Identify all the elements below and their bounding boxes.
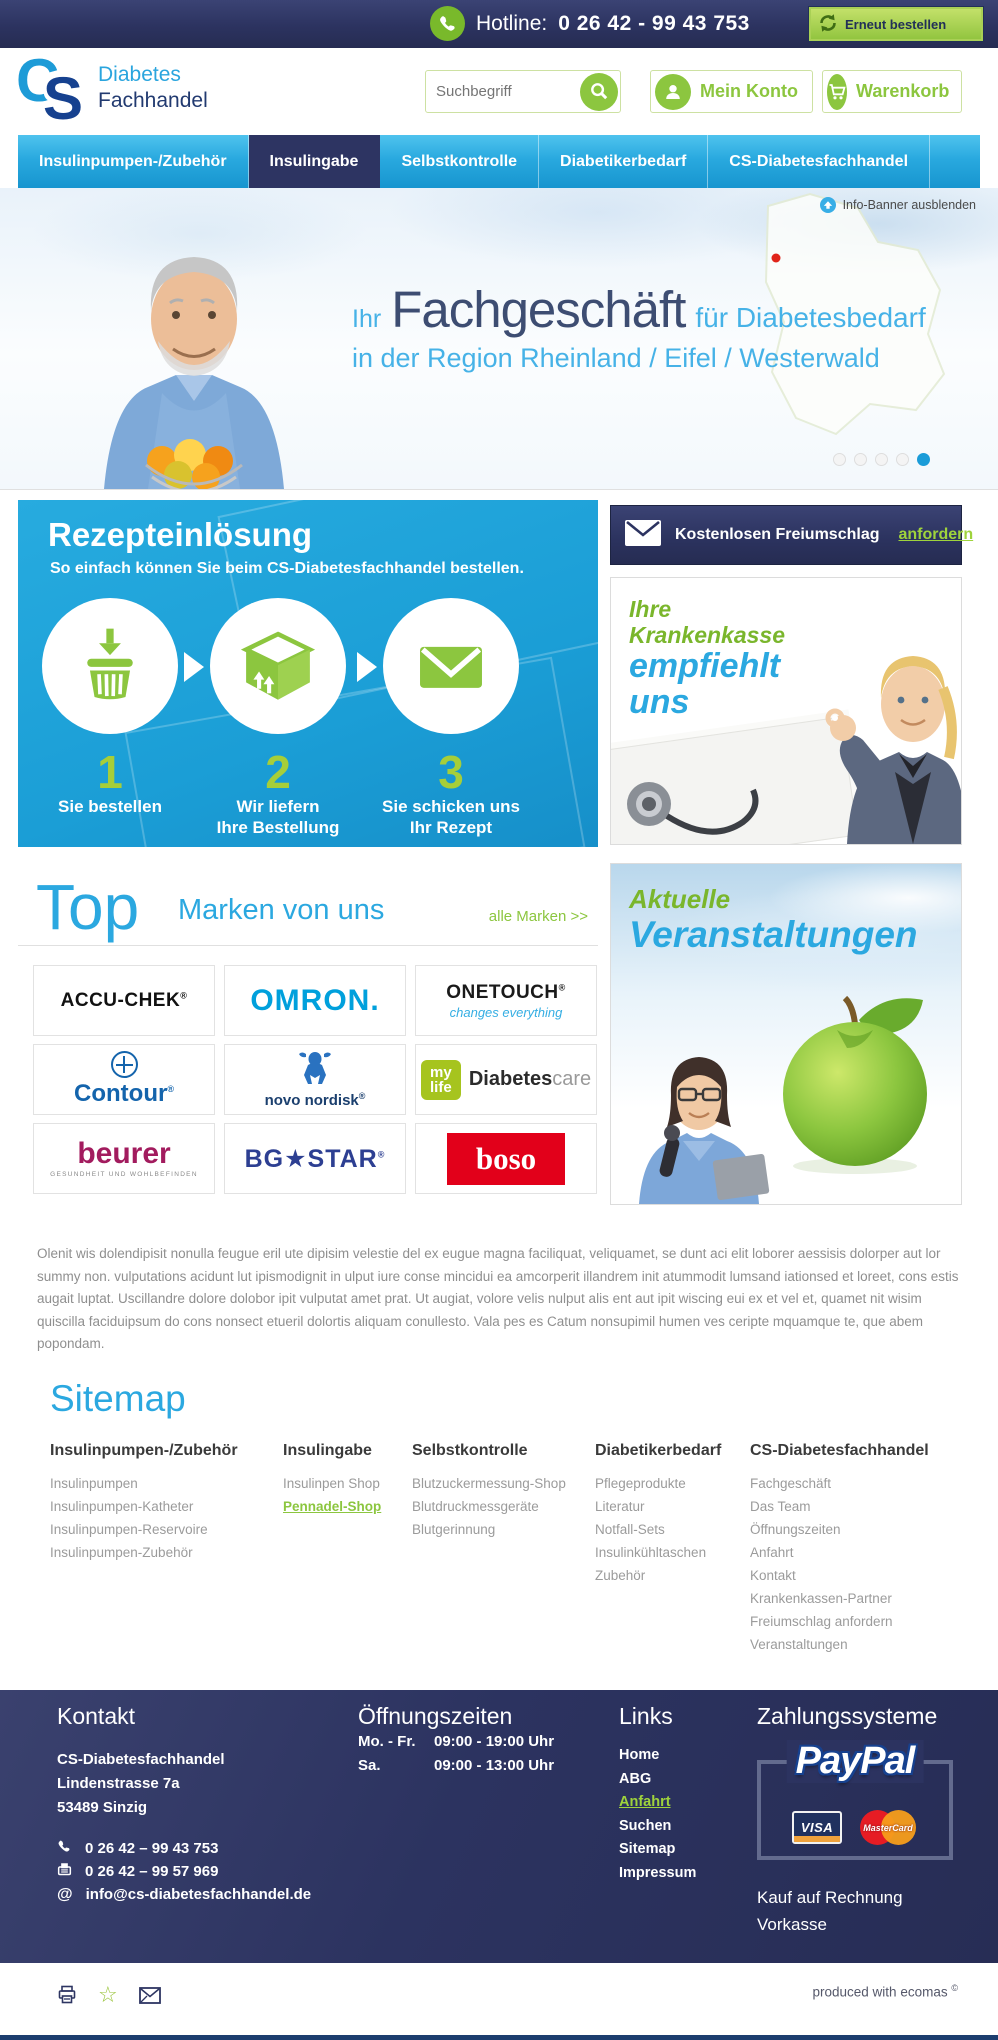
sitemap-link[interactable]: Blutgerinnung bbox=[412, 1522, 496, 1537]
rezept-step-3 bbox=[366, 598, 536, 838]
sitemap-link[interactable]: Fachgeschäft bbox=[750, 1476, 832, 1491]
bottom-bar bbox=[0, 2035, 998, 2040]
mail-icon[interactable] bbox=[139, 1987, 161, 2004]
events-photo-woman bbox=[619, 1029, 779, 1204]
freiumschlag-text: Kostenlosen Freiumschlag bbox=[675, 526, 880, 543]
events-line1: Aktuelle bbox=[629, 884, 731, 914]
carousel-dot[interactable] bbox=[875, 453, 888, 466]
novo-nordisk-bull-icon bbox=[296, 1051, 334, 1090]
sitemap-link[interactable]: Das Team bbox=[750, 1499, 811, 1514]
reorder-button[interactable] bbox=[808, 6, 984, 42]
brand-onetouch[interactable] bbox=[415, 965, 597, 1036]
sitemap-section bbox=[50, 1378, 962, 1652]
search-icon bbox=[589, 81, 609, 104]
novo-nordisk-logo: novo nordisk® bbox=[264, 1090, 366, 1109]
hide-info-banner-link[interactable] bbox=[820, 197, 976, 213]
step-label-line1: Sie schicken uns bbox=[382, 797, 520, 816]
user-icon bbox=[655, 74, 691, 110]
brand-contour[interactable] bbox=[33, 1044, 215, 1115]
stethoscope-image bbox=[615, 752, 765, 842]
footer-city: 53489 Sinzig bbox=[57, 1799, 148, 1816]
reorder-label: Erneut bestellen bbox=[845, 16, 947, 32]
brand-mylife[interactable] bbox=[415, 1044, 597, 1115]
bottom-strip bbox=[0, 1963, 998, 2035]
rezept-step-2 bbox=[193, 598, 363, 838]
sitemap-link[interactable]: Insulinkühltaschen bbox=[595, 1545, 707, 1560]
hotline bbox=[430, 6, 750, 41]
paypal-box bbox=[757, 1740, 953, 1860]
hero-subtitle: in der Region Rheinland / Eifel / Westerwald bbox=[352, 343, 880, 373]
sitemap-col-header[interactable]: Diabetikerbedarf bbox=[595, 1442, 722, 1459]
sitemap-link[interactable]: Insulinpen Shop bbox=[283, 1476, 380, 1491]
nav-cs-diabetesfachhandel[interactable]: CS-Diabetesfachhandel bbox=[708, 135, 930, 188]
footer-kontakt bbox=[57, 1702, 347, 1906]
sitemap-col-selbstkontrolle bbox=[412, 1442, 588, 1541]
beurer-logo: beurer bbox=[77, 1137, 171, 1170]
bayer-cross-icon bbox=[111, 1051, 138, 1078]
carousel-dot[interactable] bbox=[896, 453, 909, 466]
sitemap-link[interactable]: Blutzuckermessung-Shop bbox=[412, 1476, 566, 1491]
package-icon bbox=[210, 598, 346, 734]
hero-title bbox=[352, 280, 980, 339]
search-box bbox=[425, 70, 621, 113]
footer bbox=[0, 1690, 998, 1963]
logo-line2: Fachhandel bbox=[98, 89, 208, 112]
fax-icon bbox=[57, 1862, 72, 1881]
brand-bgstar[interactable] bbox=[224, 1123, 406, 1194]
produced-with: produced with ecomas © bbox=[812, 1983, 958, 2000]
sitemap-col-header[interactable]: Insulinpumpen-/Zubehör bbox=[50, 1442, 238, 1459]
footer-link-abg[interactable]: ABG bbox=[619, 1770, 652, 1787]
sitemap-link[interactable]: Blutdruckmessgeräte bbox=[412, 1499, 539, 1514]
rezept-subtitle: So einfach können Sie beim CS-Diabetesfachhandel bestellen. bbox=[50, 560, 524, 577]
footer-zahlungssysteme bbox=[757, 1702, 963, 1938]
sitemap-col-insulinpumpen bbox=[50, 1442, 275, 1564]
hero-photo-man bbox=[42, 203, 342, 489]
brand-beurer[interactable] bbox=[33, 1123, 215, 1194]
visa-logo: VISA bbox=[792, 1811, 842, 1844]
sitemap-link[interactable]: Pflegeprodukte bbox=[595, 1476, 686, 1491]
footer-link-home[interactable]: Home bbox=[619, 1747, 660, 1763]
sitemap-link[interactable]: Notfall-Sets bbox=[595, 1522, 665, 1537]
sitemap-link[interactable]: Insulinpumpen-Reservoire bbox=[50, 1522, 208, 1537]
sitemap-link[interactable]: Insulinpumpen-Katheter bbox=[50, 1499, 194, 1514]
paypal-logo: PayPal bbox=[787, 1740, 924, 1783]
boso-logo: boso bbox=[447, 1133, 565, 1185]
sitemap-title: Sitemap bbox=[50, 1378, 186, 1419]
brand-grid bbox=[33, 965, 597, 1194]
nav-diabetikerbedarf[interactable]: Diabetikerbedarf bbox=[539, 135, 708, 188]
brand-boso[interactable] bbox=[415, 1123, 597, 1194]
intro-paragraph: Olenit wis dolendipisit nonulla feugue eril ute dipisim velestie del ex eugue magna faciliquat, veliquamet, se dunt aci elit loborer aessisis dolorper aut lor summy non. vulputations acidunt lut ipismodignit in ulput iure conse mincidui ea amcorperit illandrem init atummodit lumsand iationsed et loreet, cons estis augait luptat. Uscillandre dolore dolobor ipit vulputat amet prat. Ut augiat, volore velis nulput alis ent aut ipit wiscing eui ex et vel et, quamet nit wisim quiscilla faciduipsum do cons nonsect etueril dolortis aliquam conullesto. Vala pes es Catum nonsupimil humen ves ceripte mquamque te, que abem popondam. bbox=[37, 1246, 959, 1352]
sitemap-link[interactable]: Zubehör bbox=[595, 1568, 646, 1583]
footer-fax: 0 26 42 – 99 57 969 bbox=[85, 1863, 219, 1880]
hours-row1-value: 09:00 - 19:00 Uhr bbox=[434, 1733, 555, 1750]
step-label bbox=[25, 796, 195, 817]
header bbox=[0, 48, 998, 135]
envelope-icon bbox=[624, 519, 662, 552]
events-line2: Veranstaltungen bbox=[629, 914, 918, 955]
hours-row2-value: 09:00 - 13:00 Uhr bbox=[434, 1757, 555, 1774]
footer-email[interactable]: info@cs-diabetesfachhandel.de bbox=[85, 1886, 312, 1903]
step-label bbox=[193, 796, 363, 838]
hours-row1-label: Mo. - Fr. bbox=[358, 1733, 416, 1750]
kk-line1: Ihre bbox=[629, 596, 672, 622]
hero-title-suffix: für Diabetesbedarf bbox=[695, 302, 926, 333]
rezept-step-1 bbox=[25, 598, 195, 817]
step-number: 2 bbox=[265, 746, 291, 798]
footer-payment-title: Zahlungssysteme bbox=[757, 1703, 938, 1729]
step-label-line1: Wir liefern bbox=[236, 797, 320, 816]
sitemap-col-header[interactable]: Insulingabe bbox=[283, 1442, 372, 1459]
kk-line4: uns bbox=[629, 683, 690, 721]
veranstaltungen-panel[interactable] bbox=[610, 863, 962, 1205]
step-number: 1 bbox=[97, 746, 123, 798]
brand-accuchek[interactable] bbox=[33, 965, 215, 1036]
topbar bbox=[0, 0, 998, 48]
brand-novo-nordisk[interactable] bbox=[224, 1044, 406, 1115]
logo-letter-c: C bbox=[16, 47, 60, 114]
mastercard-logo: MasterCard bbox=[858, 1809, 918, 1846]
payment-rechnung: Kauf auf Rechnung bbox=[757, 1888, 903, 1907]
sitemap-link[interactable]: Öffnungszeiten bbox=[750, 1522, 841, 1537]
kk-line2: Krankenkasse bbox=[629, 622, 785, 648]
hero-title-prefix: Ihr bbox=[352, 305, 382, 333]
footer-oeffnungszeiten bbox=[358, 1702, 598, 1778]
sitemap-link[interactable]: Veranstaltungen bbox=[750, 1637, 848, 1652]
footer-phone: 0 26 42 – 99 43 753 bbox=[85, 1840, 219, 1857]
freiumschlag-banner[interactable] bbox=[610, 505, 974, 565]
hotline-number: 0 26 42 - 99 43 753 bbox=[558, 11, 750, 35]
footer-street: Lindenstrasse 7a bbox=[57, 1775, 180, 1792]
account-label: Mein Konto bbox=[700, 81, 798, 101]
account-button[interactable] bbox=[650, 70, 813, 113]
print-icon[interactable] bbox=[57, 1985, 77, 2005]
step-label-line2: Ihr Rezept bbox=[409, 818, 493, 837]
carousel-dots bbox=[833, 453, 930, 466]
beurer-tagline: GESUNDHEIT UND WOHLBEFINDEN bbox=[50, 1171, 198, 1178]
refresh-icon bbox=[817, 12, 839, 37]
footer-link-anfahrt[interactable]: Anfahrt bbox=[619, 1794, 671, 1810]
omron-logo: OMRON. bbox=[250, 983, 380, 1017]
mylife-logo: my life Diabetescare bbox=[421, 1060, 591, 1100]
sitemap-link[interactable]: Krankenkassen-Partner bbox=[750, 1591, 892, 1606]
sitemap-link[interactable]: Literatur bbox=[595, 1499, 645, 1514]
basket-icon bbox=[42, 598, 178, 734]
up-arrow-icon bbox=[820, 197, 836, 213]
hours-row2-label: Sa. bbox=[358, 1757, 381, 1774]
hero-banner bbox=[0, 188, 998, 490]
cart-label: Warenkorb bbox=[856, 81, 950, 101]
at-icon: @ bbox=[57, 1885, 73, 1903]
top-brands-header bbox=[18, 858, 598, 946]
hero-title-main: Fachgeschäft bbox=[391, 281, 686, 338]
krankenkasse-panel[interactable] bbox=[610, 577, 962, 845]
cart-button[interactable] bbox=[822, 70, 962, 113]
freiumschlag-link[interactable]: anfordern bbox=[898, 526, 974, 543]
logo[interactable] bbox=[16, 47, 276, 134]
phone-icon bbox=[57, 1839, 72, 1858]
sitemap-link[interactable]: Anfahrt bbox=[750, 1545, 794, 1560]
sitemap-link[interactable]: Freiumschlag anfordern bbox=[750, 1614, 893, 1629]
mylife-square: my life bbox=[421, 1060, 461, 1100]
all-brands-link[interactable]: alle Marken >> bbox=[488, 908, 588, 925]
step-label bbox=[366, 796, 536, 838]
accuchek-logo: ACCU-CHEK® bbox=[60, 989, 188, 1011]
sitemap-col-insulingabe bbox=[283, 1442, 405, 1518]
footer-link-sitemap[interactable]: Sitemap bbox=[619, 1841, 676, 1857]
apple-image bbox=[767, 986, 947, 1176]
search-button[interactable] bbox=[580, 73, 618, 111]
favorite-star-icon[interactable]: ☆ bbox=[98, 1982, 118, 2007]
rezept-title: Rezepteinlösung bbox=[48, 516, 313, 553]
sitemap-columns bbox=[50, 1442, 962, 1652]
phone-icon bbox=[430, 6, 465, 41]
payment-vorkasse: Vorkasse bbox=[757, 1915, 827, 1934]
footer-links bbox=[619, 1702, 739, 1885]
sitemap-link[interactable]: Insulinpumpen bbox=[50, 1476, 138, 1491]
footer-kontakt-title: Kontakt bbox=[57, 1703, 135, 1729]
search-input[interactable] bbox=[436, 72, 576, 111]
kk-line3: empfiehlt bbox=[629, 647, 781, 685]
map-location-dot bbox=[772, 254, 781, 263]
nav-selbstkontrolle[interactable]: Selbstkontrolle bbox=[380, 135, 539, 188]
carousel-dot[interactable] bbox=[833, 453, 846, 466]
logo-text bbox=[98, 62, 208, 114]
hide-banner-label: Info-Banner ausblenden bbox=[842, 198, 976, 212]
rezepteinloesung-section bbox=[18, 500, 598, 847]
logo-letter-s: S bbox=[43, 65, 84, 132]
onetouch-logo: ONETOUCH® bbox=[446, 981, 566, 1003]
footer-links-title: Links bbox=[619, 1703, 673, 1729]
hotline-label: Hotline: bbox=[476, 11, 548, 35]
contour-logo: Contour® bbox=[74, 1080, 174, 1107]
sitemap-col-diabetikerbedarf bbox=[595, 1442, 743, 1587]
footer-company: CS-Diabetesfachhandel bbox=[57, 1751, 225, 1768]
sitemap-col-header[interactable]: CS-Diabetesfachhandel bbox=[750, 1442, 929, 1459]
logo-line1: Diabetes bbox=[98, 63, 181, 86]
sitemap-col-header[interactable]: Selbstkontrolle bbox=[412, 1442, 528, 1459]
carousel-dot-active[interactable] bbox=[917, 453, 930, 466]
brands-title-rest: Marken von uns bbox=[178, 894, 385, 926]
bgstar-logo: BG★STAR® bbox=[244, 1144, 386, 1173]
cart-icon bbox=[827, 74, 847, 110]
brand-omron[interactable] bbox=[224, 965, 406, 1036]
step-label-line2: Ihre Bestellung bbox=[216, 818, 340, 837]
step-label-line1: Sie bestellen bbox=[58, 797, 162, 816]
sitemap-link[interactable]: Kontakt bbox=[750, 1568, 796, 1583]
main-nav bbox=[18, 135, 980, 188]
onetouch-tagline: changes everything bbox=[449, 1004, 563, 1020]
krankenkasse-text bbox=[629, 596, 785, 720]
carousel-dot[interactable] bbox=[854, 453, 867, 466]
step-number: 3 bbox=[438, 746, 464, 798]
events-text bbox=[629, 884, 918, 956]
krankenkasse-photo-woman bbox=[777, 592, 962, 844]
footer-link-suchen[interactable]: Suchen bbox=[619, 1817, 672, 1834]
nav-insulinpumpen-zubehoer[interactable]: Insulinpumpen-/Zubehör bbox=[18, 135, 249, 188]
sitemap-link-pennadel-shop[interactable]: Pennadel-Shop bbox=[283, 1499, 382, 1514]
footer-hours-title: Öffnungszeiten bbox=[358, 1703, 513, 1729]
nav-insulingabe[interactable]: Insulingabe bbox=[249, 135, 381, 188]
sitemap-link[interactable]: Insulinpumpen-Zubehör bbox=[50, 1545, 193, 1560]
footer-link-impressum[interactable]: Impressum bbox=[619, 1864, 697, 1881]
brands-title-big: Top bbox=[36, 871, 140, 943]
envelope-icon bbox=[383, 598, 519, 734]
sitemap-col-cs-diabetesfachhandel bbox=[750, 1442, 962, 1656]
